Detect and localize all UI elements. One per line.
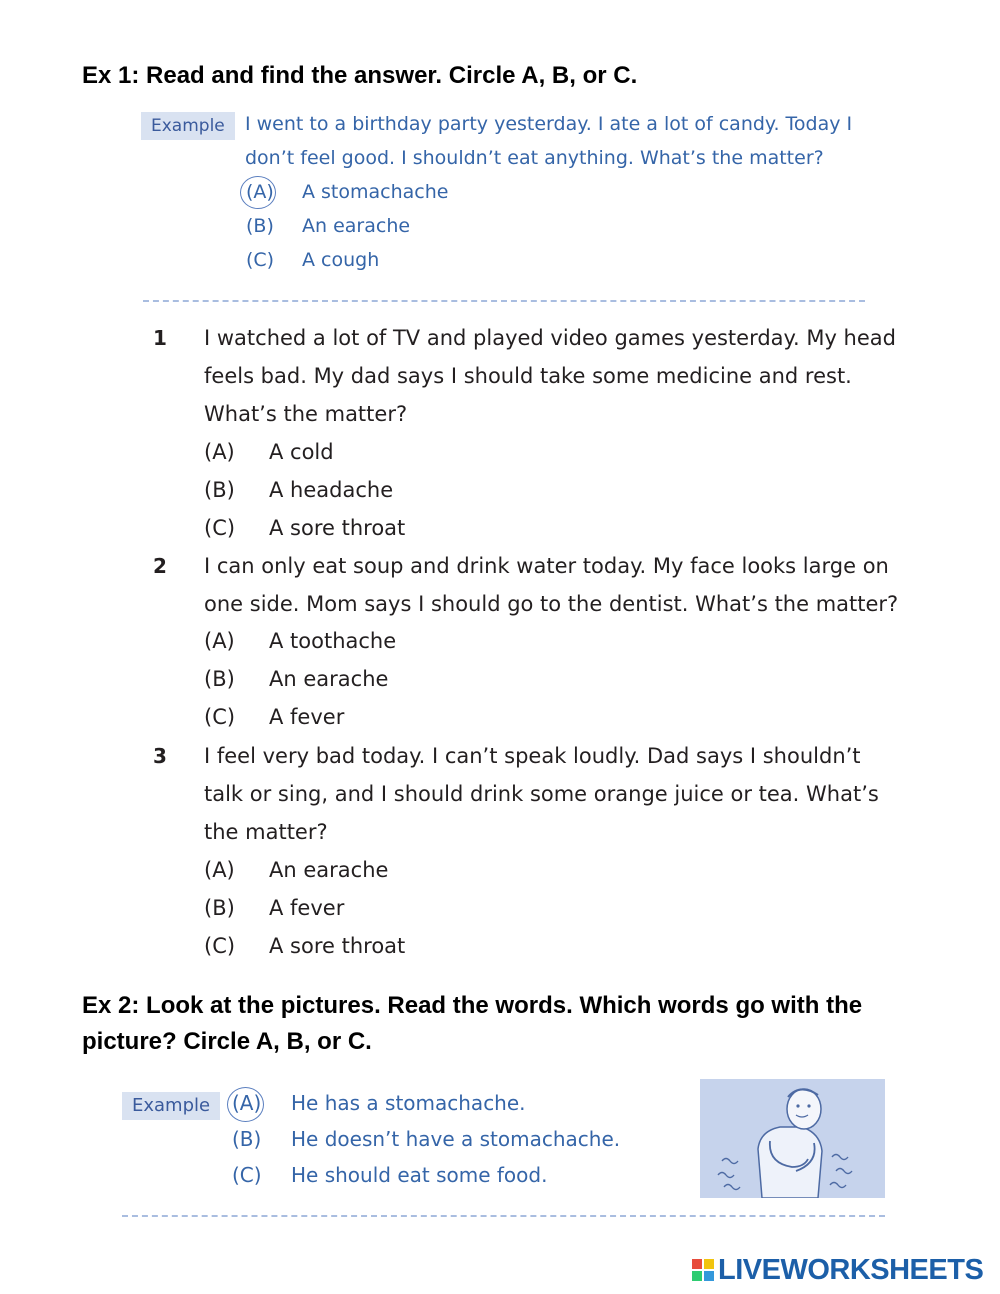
question-3-option-a-text: An earache	[269, 858, 389, 882]
example-option-c-text: A cough	[302, 249, 380, 271]
ex2-dashed-divider	[122, 1215, 885, 1217]
example-option-b-text: An earache	[302, 215, 411, 237]
question-2-option-a-text: A toothache	[269, 629, 397, 653]
question-1-number: 1	[153, 326, 167, 350]
stomachache-boy-illustration	[700, 1079, 885, 1198]
example-text-line-1: I went to a birthday party yesterday. I ate a lot of candy. Today I	[245, 113, 853, 135]
question-2-option-b-letter[interactable]: (B)	[204, 667, 235, 691]
question-1-option-c-letter[interactable]: (C)	[204, 516, 236, 540]
question-3-line-3: the matter?	[204, 820, 328, 844]
question-1-option-a-text: A cold	[269, 440, 334, 464]
question-3-option-a-letter[interactable]: (A)	[204, 858, 235, 882]
question-3-option-c-text: A sore throat	[269, 934, 406, 958]
question-1-option-c-text: A sore throat	[269, 516, 406, 540]
question-2-option-c-text: A fever	[269, 705, 345, 729]
question-3-option-c-letter[interactable]: (C)	[204, 934, 236, 958]
logo-text: LIVEWORKSHEETS	[718, 1253, 984, 1286]
question-1-line-3: What’s the matter?	[204, 402, 408, 426]
example-option-a-text: A stomachache	[302, 181, 449, 203]
liveworksheets-logo	[692, 1250, 983, 1290]
example-text-line-2: don’t feel good. I shouldn’t eat anything. What’s the matter?	[245, 147, 824, 169]
ex2-example-tag: Example	[122, 1092, 220, 1120]
dashed-divider	[143, 300, 865, 302]
ex2-option-a-text: He has a stomachache.	[291, 1091, 526, 1115]
question-3-line-2: talk or sing, and I should drink some orange juice or tea. What’s	[204, 782, 879, 806]
question-2-option-a-letter[interactable]: (A)	[204, 629, 235, 653]
question-3-option-b-text: A fever	[269, 896, 345, 920]
question-3-line-1: I feel very bad today. I can’t speak loudly. Dad says I shouldn’t	[204, 744, 861, 768]
question-1-option-a-letter[interactable]: (A)	[204, 440, 235, 464]
question-2-line-2: one side. Mom says I should go to the dentist. What’s the matter?	[204, 592, 899, 616]
example-tag: Example	[141, 112, 235, 140]
ex2-heading-line-2: picture? Circle A, B, or C.	[82, 1028, 372, 1055]
ex2-option-c-letter[interactable]: (C)	[232, 1163, 262, 1187]
ex2-option-b-text: He doesn’t have a stomachache.	[291, 1127, 621, 1151]
ex1-heading: Ex 1: Read and find the answer. Circle A, B, or C.	[82, 62, 638, 89]
ex2-option-a-letter[interactable]: (A)	[232, 1091, 262, 1115]
ex2-heading-line-1: Ex 2: Look at the pictures. Read the words. Which words go with the	[82, 992, 863, 1019]
question-3-number: 3	[153, 744, 167, 768]
question-3-option-b-letter[interactable]: (B)	[204, 896, 235, 920]
example-option-a-letter[interactable]: (A)	[246, 181, 274, 203]
example-option-b-letter[interactable]: (B)	[246, 215, 274, 237]
example-option-c-letter[interactable]: (C)	[246, 249, 275, 271]
ex2-option-b-letter[interactable]: (B)	[232, 1127, 262, 1151]
question-2-option-c-letter[interactable]: (C)	[204, 705, 236, 729]
question-2-option-b-text: An earache	[269, 667, 389, 691]
question-2-number: 2	[153, 554, 167, 578]
question-1-option-b-letter[interactable]: (B)	[204, 478, 235, 502]
question-1-option-b-text: A headache	[269, 478, 394, 502]
ex2-option-c-text: He should eat some food.	[291, 1163, 548, 1187]
question-1-line-2: feels bad. My dad says I should take some medicine and rest.	[204, 364, 852, 388]
question-1-line-1: I watched a lot of TV and played video games yesterday. My head	[204, 326, 896, 350]
question-2-line-1: I can only eat soup and drink water today. My face looks large on	[204, 554, 889, 578]
logo-mark-icon	[692, 1259, 714, 1281]
